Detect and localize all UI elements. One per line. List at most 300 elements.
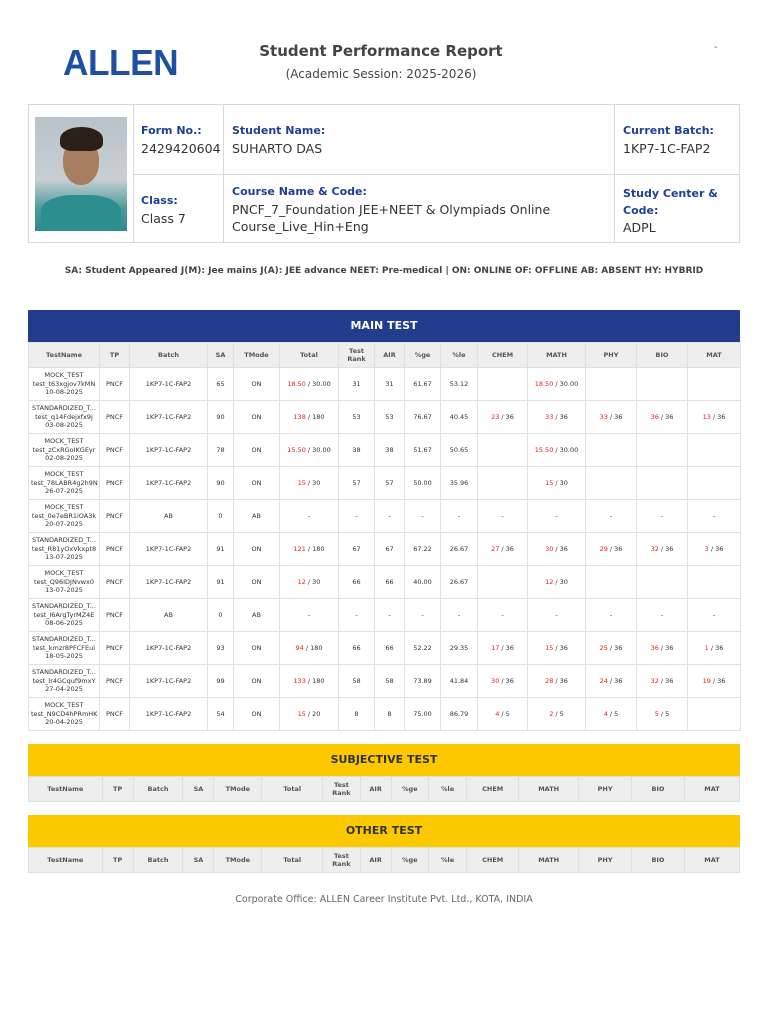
air-cell: 38 (375, 434, 405, 467)
bio-cell (637, 434, 688, 467)
chem-cell-obtained: 27 (491, 544, 500, 553)
chem-cell (478, 665, 528, 698)
column-header-testname: TestName (29, 343, 100, 368)
bio-cell-max: / 5 (658, 709, 670, 718)
other-test-table (28, 847, 740, 873)
photo-cell (29, 105, 134, 242)
batch-cell: 1KP7-1C-FAP2 (130, 401, 208, 434)
column-header-air: AIR (375, 343, 405, 368)
phy-cell (586, 401, 637, 434)
tp-cell: PNCF (100, 500, 130, 533)
phy-cell (586, 665, 637, 698)
percentile-cell: 41.84 (441, 665, 478, 698)
column-header-chem: CHEM (478, 343, 528, 368)
course-label: Course Name & Code: (232, 185, 367, 198)
mat-cell (688, 434, 741, 467)
test-rank-cell: 58 (339, 665, 375, 698)
main-test-title: MAIN TEST (28, 310, 740, 342)
chem-cell-max: - (501, 511, 504, 520)
test-rank-cell: 67 (339, 533, 375, 566)
bio-cell (637, 500, 688, 533)
test-rank-cell: - (339, 599, 375, 632)
total-cell (280, 533, 339, 566)
column-header-tmode: TMode (214, 848, 262, 873)
current-batch-label: Current Batch: (623, 124, 714, 137)
column-header-mat: MAT (684, 848, 739, 873)
column-header-math: MATH (519, 848, 579, 873)
column-header-bio: BIO (632, 848, 685, 873)
tp-cell: PNCF (100, 665, 130, 698)
test-rank-cell: 8 (339, 698, 375, 731)
phy-cell (586, 632, 637, 665)
total-cell-max: - (307, 511, 311, 520)
table-row (29, 401, 741, 434)
batch-cell: 1KP7-1C-FAP2 (130, 566, 208, 599)
bio-cell (637, 533, 688, 566)
test-rank-cell: 31 (339, 368, 375, 401)
total-cell-max: / 180 (305, 544, 325, 553)
column-header-bio: BIO (632, 777, 685, 802)
subjective-test-table (28, 776, 740, 802)
tp-cell: PNCF (100, 368, 130, 401)
tp-cell: PNCF (100, 566, 130, 599)
tp-cell: PNCF (100, 632, 130, 665)
column-header-sa: SA (208, 343, 234, 368)
mat-cell (688, 401, 741, 434)
mat-cell-max: / 36 (708, 544, 724, 553)
sa-cell: 78 (208, 434, 234, 467)
tp-cell: PNCF (100, 434, 130, 467)
air-cell: 53 (375, 401, 405, 434)
math-cell (528, 500, 586, 533)
batch-cell: 1KP7-1C-FAP2 (130, 368, 208, 401)
chem-cell (478, 632, 528, 665)
total-cell (280, 698, 339, 731)
math-cell-max: / 36 (553, 544, 568, 553)
math-cell (528, 401, 586, 434)
main-test-section (28, 310, 740, 731)
mat-cell (688, 500, 741, 533)
phy-cell-obtained: 24 (599, 676, 608, 685)
math-cell-obtained: 15.50 (534, 445, 554, 454)
tmode-cell: ON (234, 632, 280, 665)
tmode-cell: ON (234, 566, 280, 599)
tp-cell: PNCF (100, 401, 130, 434)
math-cell (528, 698, 586, 731)
chem-cell (478, 368, 528, 401)
batch-cell: 1KP7-1C-FAP2 (130, 632, 208, 665)
bio-cell (637, 368, 688, 401)
phy-cell (586, 599, 637, 632)
table-row (29, 467, 741, 500)
percentage-cell: 76.67 (405, 401, 441, 434)
abbreviation-legend: SA: Student Appeared J(M): Jee mains J(A): JEE advance NEET: Pre-medical | ON: ONLINE OF: OFFLINE AB: ABSENT HY: HYBRID (64, 266, 704, 276)
chem-cell-obtained: 4 (495, 709, 500, 718)
column-header-phy: PHY (586, 343, 637, 368)
mat-cell-max: / 36 (710, 412, 726, 421)
table-row (29, 533, 741, 566)
tp-cell: PNCF (100, 698, 130, 731)
tmode-cell: AB (234, 599, 280, 632)
percentage-cell: 50.00 (405, 467, 441, 500)
column-header-air: AIR (360, 848, 391, 873)
total-cell (280, 401, 339, 434)
air-cell: 58 (375, 665, 405, 698)
test-name-cell: MOCK_TEST test_N9CD4hPRmHK 20-04-2025 (29, 698, 100, 731)
air-cell: 31 (375, 368, 405, 401)
chem-cell-obtained: 17 (491, 643, 500, 652)
chem-cell (478, 698, 528, 731)
percentile-cell: 40.45 (441, 401, 478, 434)
bio-cell-max: / 36 (658, 544, 674, 553)
total-cell-obtained: 121 (293, 544, 306, 553)
percentile-cell: 50.65 (441, 434, 478, 467)
course-value: PNCF_7_Foundation JEE+NEET & Olympiads Online Course_Live_Hin+Eng (232, 202, 551, 234)
column-header-total: Total (262, 848, 323, 873)
tp-cell: PNCF (100, 533, 130, 566)
column-header-batch: Batch (133, 848, 183, 873)
column-header-phy: PHY (579, 848, 632, 873)
mat-cell-max: - (712, 511, 716, 520)
air-cell: 66 (375, 566, 405, 599)
mat-cell (688, 665, 741, 698)
table-row (29, 368, 741, 401)
main-test-table (28, 342, 741, 731)
subjective-test-title: SUBJECTIVE TEST (28, 744, 740, 776)
math-cell-max: - (555, 511, 558, 520)
mat-cell (688, 632, 741, 665)
batch-cell: 1KP7-1C-FAP2 (130, 665, 208, 698)
column-header-tmode: TMode (214, 777, 262, 802)
math-cell-max: / 30.00 (553, 379, 579, 388)
phy-cell-max: / 36 (607, 412, 623, 421)
batch-cell: 1KP7-1C-FAP2 (130, 434, 208, 467)
total-cell-obtained: 138 (293, 412, 306, 421)
study-center-cell (615, 185, 739, 236)
sa-cell: 90 (208, 401, 234, 434)
phy-cell-obtained: 4 (603, 709, 608, 718)
table-row (29, 434, 741, 467)
math-cell (528, 533, 586, 566)
bio-cell-obtained: 32 (650, 544, 659, 553)
column-header-math: MATH (528, 343, 586, 368)
tmode-cell: ON (234, 368, 280, 401)
percentage-cell: 52.22 (405, 632, 441, 665)
test-rank-cell: - (339, 500, 375, 533)
other-test-section (28, 815, 740, 873)
test-name-cell: STANDARDIZED_T... test_Ir4GCquf9mxY 27-04-2025 (29, 665, 100, 698)
column-header-mat: MAT (684, 777, 739, 802)
test-rank-cell: 38 (339, 434, 375, 467)
column-header--ge: %ge (391, 848, 428, 873)
phy-cell (586, 698, 637, 731)
bio-cell-max: / 36 (658, 676, 674, 685)
test-name-cell: MOCK_TEST test_zCxRGoIKGEyr 02-08-2025 (29, 434, 100, 467)
total-cell (280, 368, 339, 401)
math-cell-obtained: 2 (549, 709, 554, 718)
form-no-label: Form No.: (141, 124, 202, 137)
phy-cell-obtained: 25 (599, 643, 608, 652)
subjective-test-section (28, 744, 740, 802)
total-cell-max: / 30.00 (305, 379, 331, 388)
current-batch-cell (615, 124, 739, 157)
bio-cell (637, 698, 688, 731)
mat-cell (688, 368, 741, 401)
phy-cell (586, 368, 637, 401)
percentage-cell: - (405, 500, 441, 533)
table-row (29, 665, 741, 698)
math-cell (528, 665, 586, 698)
bio-cell-max: / 36 (658, 412, 674, 421)
report-title: Student Performance Report (259, 42, 503, 60)
chem-cell-max: / 36 (499, 676, 514, 685)
student-info-card (28, 104, 740, 243)
math-cell-max: / 36 (553, 676, 568, 685)
math-cell-obtained: 33 (545, 412, 554, 421)
total-cell-max: / 30 (305, 577, 321, 586)
batch-cell: AB (130, 599, 208, 632)
percentage-cell: - (405, 599, 441, 632)
chem-cell (478, 467, 528, 500)
phy-cell-max: / 5 (607, 709, 619, 718)
tmode-cell: ON (234, 401, 280, 434)
tmode-cell: ON (234, 533, 280, 566)
mat-cell-max: / 36 (710, 676, 726, 685)
math-cell-obtained: 12 (545, 577, 554, 586)
column-header--le: %le (441, 343, 478, 368)
student-name-label: Student Name: (232, 124, 326, 137)
column-header-sa: SA (183, 777, 214, 802)
column-header-sa: SA (183, 848, 214, 873)
phy-cell-max: / 36 (607, 544, 623, 553)
sa-cell: 0 (208, 500, 234, 533)
total-cell (280, 665, 339, 698)
sa-cell: 91 (208, 533, 234, 566)
percentage-cell: 67.22 (405, 533, 441, 566)
table-row (29, 599, 741, 632)
table-row (29, 632, 741, 665)
mat-cell-max: - (712, 610, 716, 619)
chem-cell-max: / 5 (499, 709, 510, 718)
math-cell-max: / 30 (553, 577, 568, 586)
sa-cell: 0 (208, 599, 234, 632)
math-cell-max: / 5 (553, 709, 564, 718)
column-header-tp: TP (102, 777, 133, 802)
sa-cell: 93 (208, 632, 234, 665)
student-name-value: SUHARTO DAS (232, 141, 323, 156)
student-photo (35, 117, 127, 231)
chem-cell (478, 533, 528, 566)
test-name-cell: STANDARDIZED_T... test_I6ArgTyrMZ4E 08-06-2025 (29, 599, 100, 632)
column-header-chem: CHEM (467, 777, 519, 802)
column-header-tp: TP (102, 848, 133, 873)
mat-cell-obtained: 3 (704, 544, 709, 553)
table-row (29, 566, 741, 599)
footer-corporate-office: Corporate Office: ALLEN Career Institute Pvt. Ltd., KOTA, INDIA (235, 894, 533, 905)
sa-cell: 65 (208, 368, 234, 401)
column-header-mat: MAT (688, 343, 741, 368)
math-cell-max: / 30 (553, 478, 568, 487)
percentile-cell: 86.79 (441, 698, 478, 731)
air-cell: 67 (375, 533, 405, 566)
bio-cell-obtained: 5 (654, 709, 659, 718)
phy-cell (586, 434, 637, 467)
chem-cell-obtained: 30 (491, 676, 500, 685)
total-cell (280, 467, 339, 500)
total-cell-max: - (307, 610, 311, 619)
bio-cell-max: / 36 (658, 643, 674, 652)
column-header--ge: %ge (391, 777, 428, 802)
test-name-cell: MOCK_TEST test_78LABR4g2h9N 26-07-2025 (29, 467, 100, 500)
corner-mark: - (714, 42, 718, 53)
table-row (29, 698, 741, 731)
other-test-header-row (29, 848, 740, 873)
bio-cell-obtained: 36 (650, 643, 659, 652)
mat-cell (688, 467, 741, 500)
mat-cell (688, 566, 741, 599)
total-cell-obtained: 12 (297, 577, 306, 586)
bio-cell-max: - (660, 511, 664, 520)
test-rank-cell: 57 (339, 467, 375, 500)
mat-cell-max: / 36 (708, 643, 724, 652)
tmode-cell: ON (234, 467, 280, 500)
test-rank-cell: 53 (339, 401, 375, 434)
math-cell (528, 566, 586, 599)
total-cell (280, 566, 339, 599)
session-subtitle: (Academic Session: 2025-2026) (285, 67, 477, 81)
math-cell (528, 467, 586, 500)
bio-cell (637, 566, 688, 599)
main-test-body (29, 368, 741, 731)
test-rank-cell: 66 (339, 566, 375, 599)
sa-cell: 99 (208, 665, 234, 698)
bio-cell (637, 599, 688, 632)
percentile-cell: 29.35 (441, 632, 478, 665)
mat-cell (688, 533, 741, 566)
math-cell-obtained: 30 (545, 544, 554, 553)
column-header-tmode: TMode (234, 343, 280, 368)
bio-cell-obtained: 32 (650, 676, 659, 685)
column-header-math: MATH (519, 777, 579, 802)
column-header--ge: %ge (405, 343, 441, 368)
column-header-air: AIR (360, 777, 391, 802)
course-cell (224, 185, 609, 235)
math-cell (528, 599, 586, 632)
math-cell (528, 434, 586, 467)
total-cell-obtained: 18.50 (287, 379, 306, 388)
column-header-bio: BIO (637, 343, 688, 368)
math-cell-max: - (555, 610, 558, 619)
batch-cell: AB (130, 500, 208, 533)
air-cell: - (375, 599, 405, 632)
phy-cell-obtained: 33 (599, 412, 608, 421)
column-header-batch: Batch (133, 777, 183, 802)
chem-cell (478, 434, 528, 467)
total-cell (280, 632, 339, 665)
chem-cell-max: / 36 (499, 544, 514, 553)
math-cell-max: / 36 (553, 643, 568, 652)
phy-cell-max: - (609, 610, 613, 619)
air-cell: 8 (375, 698, 405, 731)
chem-cell-max: / 36 (499, 643, 514, 652)
bio-cell (637, 401, 688, 434)
sa-cell: 90 (208, 467, 234, 500)
tmode-cell: ON (234, 665, 280, 698)
phy-cell (586, 566, 637, 599)
column-header--le: %le (428, 848, 466, 873)
tmode-cell: ON (234, 698, 280, 731)
air-cell: 57 (375, 467, 405, 500)
current-batch-value: 1KP7-1C-FAP2 (623, 141, 711, 156)
column-header-batch: Batch (130, 343, 208, 368)
class-cell (133, 194, 223, 227)
bio-cell (637, 632, 688, 665)
chem-cell-obtained: 23 (491, 412, 500, 421)
chem-cell-max: / 36 (499, 412, 514, 421)
column-header-total: Total (262, 777, 323, 802)
percentage-cell: 61.67 (405, 368, 441, 401)
phy-cell (586, 467, 637, 500)
air-cell: - (375, 500, 405, 533)
math-cell-obtained: 28 (545, 676, 554, 685)
math-cell-max: / 30.00 (553, 445, 579, 454)
percentage-cell: 73.89 (405, 665, 441, 698)
other-test-title: OTHER TEST (28, 815, 740, 847)
test-name-cell: MOCK_TEST test_0e7eBR1iOA3k 20-07-2025 (29, 500, 100, 533)
study-center-value: ADPL (623, 220, 656, 235)
form-no-cell (133, 124, 223, 157)
tp-cell: PNCF (100, 599, 130, 632)
form-no-value: 2429420604 (141, 141, 221, 156)
total-cell-obtained: 94 (295, 643, 304, 652)
mat-cell-obtained: 1 (704, 643, 709, 652)
math-cell (528, 368, 586, 401)
percentile-cell: 35.96 (441, 467, 478, 500)
test-name-cell: MOCK_TEST test_t63xgjov7kMN 10-08-2025 (29, 368, 100, 401)
allen-logo: ALLEN (63, 42, 179, 83)
chem-cell (478, 500, 528, 533)
mat-cell (688, 698, 741, 731)
study-center-label: Study Center & Code: (623, 187, 718, 217)
chem-cell-max: - (501, 610, 504, 619)
column-header-phy: PHY (579, 777, 632, 802)
column-header-testname: TestName (29, 777, 103, 802)
mat-cell-obtained: 19 (702, 676, 711, 685)
test-rank-cell: 66 (339, 632, 375, 665)
bio-cell (637, 665, 688, 698)
math-cell-obtained: 15 (545, 643, 554, 652)
total-cell-obtained: 15.50 (287, 445, 306, 454)
table-row (29, 500, 741, 533)
test-name-cell: STANDARDIZED_T... test_R81yOxVkxpt8 13-07-2025 (29, 533, 100, 566)
math-cell-max: / 36 (553, 412, 568, 421)
tp-cell: PNCF (100, 467, 130, 500)
student-name-cell (224, 124, 614, 157)
sa-cell: 91 (208, 566, 234, 599)
total-cell-obtained: 15 (297, 709, 306, 718)
total-cell-max: / 180 (303, 643, 323, 652)
percentile-cell: 53.12 (441, 368, 478, 401)
percentile-cell: - (441, 599, 478, 632)
math-cell-obtained: 15 (545, 478, 554, 487)
column-header-test-rank: Test Rank (339, 343, 375, 368)
chem-cell (478, 566, 528, 599)
bio-cell (637, 467, 688, 500)
tmode-cell: AB (234, 500, 280, 533)
column-header-test-rank: Test Rank (323, 777, 360, 802)
mat-cell-obtained: 13 (702, 412, 711, 421)
bio-cell-max: - (660, 610, 664, 619)
